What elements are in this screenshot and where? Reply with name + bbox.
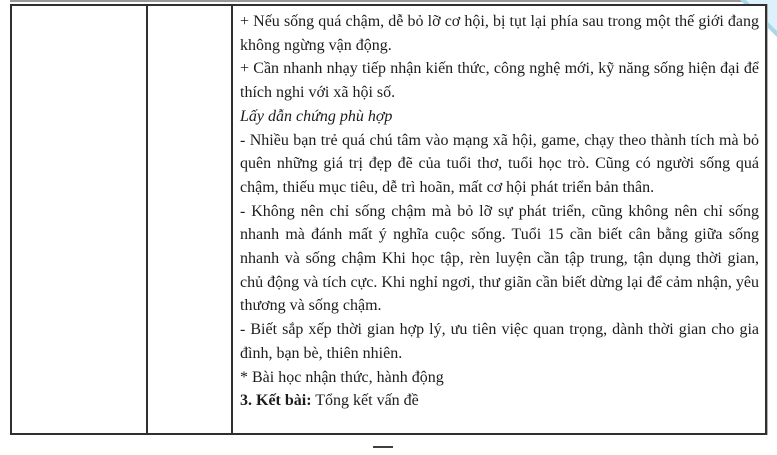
paragraph: - Không nên chỉ sống chậm mà bỏ lỡ sự phát triển, cũng không nên chỉ sống nhanh mà đánh mất ý nghĩa cuộc sống. Tuổi 15 cần biết cân bằng giữa sống nhanh và sống chậm Khi học tập, rèn luyện cần tập trung, tận dụng thời gian, chủ động và tích cực. Khi nghỉ ngơi, thư giãn cần biết dừng lại để cảm nhận, yêu thương và sống chậm. (240, 202, 759, 315)
essay-outline-table (10, 4, 767, 435)
paragraph: - Nhiều bạn trẻ quá chú tâm vào mạng xã hội, game, chạy theo thành tích mà bỏ quên những giá trị đẹp đẽ của tuổi thơ, tuổi học trò. Cũng có người sống quá chậm, thiếu mục tiêu, dễ trì hoãn, mất cơ hội phát triển bản thân. (240, 131, 759, 196)
paragraph: Lấy dẫn chứng phù hợp (240, 107, 393, 125)
paragraph: * Bài học nhận thức, hành động (240, 368, 444, 386)
paragraph: + Cần nhanh nhạy tiếp nhận kiến thức, công nghệ mới, kỹ năng sống hiện đại để thích nghi với xã hội số. (240, 60, 759, 102)
paragraph: + Nếu sống quá chậm, dễ bỏ lỡ cơ hội, bị tụt lại phía sau trong một thế giới đang không ngừng vận động. (240, 13, 759, 54)
cropped-row-hairline (10, 0, 777, 2)
conclusion-lead: 3. Kết bài: (240, 392, 312, 410)
table-cell-empty-2 (148, 6, 233, 433)
paragraph: 3. Kết bài: Tổng kết vấn đề (240, 392, 419, 410)
essay-cell (233, 6, 765, 433)
table-cell-empty-1 (12, 6, 148, 433)
footer-dash (373, 446, 393, 448)
paragraph: - Biết sắp xếp thời gian hợp lý, ưu tiên việc quan trọng, dành thời gian cho gia đình, bạn bè, thiên nhiên. (240, 321, 759, 362)
